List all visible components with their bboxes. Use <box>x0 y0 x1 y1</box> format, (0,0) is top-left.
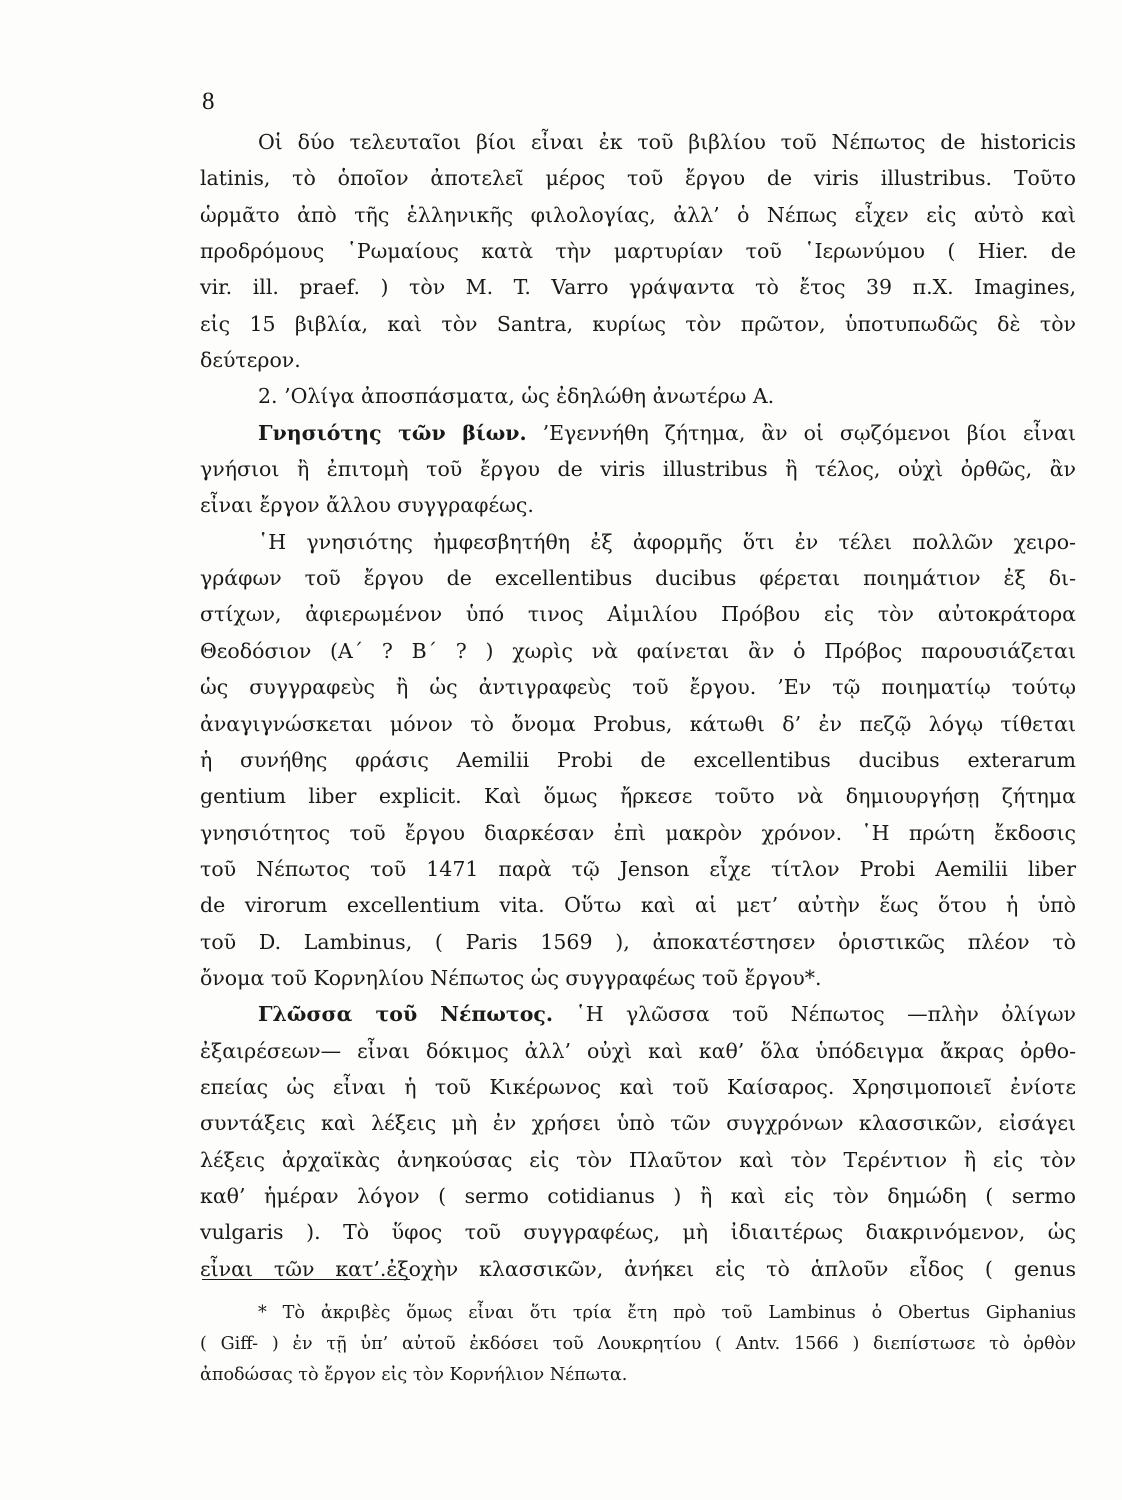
text-line: de virorum excellentium vita. Οὕτω καὶ αἱ μετ’ αὐτὴν ἕως ὅτου ἡ ὑπὸ <box>200 893 1076 918</box>
text-line: επείας ὡς εἶναι ἡ τοῦ Κικέρωνος καὶ τοῦ Καίσαρος. Χρησιμοποιεῖ ἐνίοτε <box>200 1074 1076 1099</box>
text-line: λέξεις ἀρχαϊκὰς ἀνηκούσας εἰς τὸν Πλαῦτον καὶ τὸν Τερέντιον ἢ εἰς τὸν <box>200 1147 1076 1172</box>
text-line: ἡ συνήθης φράσις Aemilii Probi de excellentibus ducibus exterarum <box>200 747 1076 772</box>
text-line: εἶναι τῶν κατ’.ἐξοχὴν κλασσικῶν, ἀνήκει εἰς τὸ ἁπλοῦν εἶδος ( genus <box>200 1256 1076 1281</box>
text-line: 2. ’Ολίγα ἀποσπάσματα, ὡς ἐδηλώθη ἀνωτέρω Α. <box>258 384 775 409</box>
text-run: ῾Η γλῶσσα τοῦ Νέπωτος —πλὴν ὀλίγων <box>553 1002 1076 1027</box>
text-line: τοῦ Νέπωτος τοῦ 1471 παρὰ τῷ Jenson εἶχε τίτλον Probi Aemilii liber <box>200 856 1076 881</box>
text-line: τοῦ D. Lambinus, ( Paris 1569 ), ἀποκατέστησεν ὁριστικῶς πλέον τὸ <box>200 929 1076 954</box>
text-line: προδρόμους ῾Ρωμαίους κατὰ τὴν μαρτυρίαν τοῦ ῾Ιερωνύμου ( Hier. de <box>200 239 1076 264</box>
text-line: vulgaris ). Τὸ ὕφος τοῦ συγγραφέως, μὴ ἰδιαιτέρως διακρινόμενον, ὡς <box>200 1220 1076 1245</box>
text-line: Οἱ δύο τελευταῖοι βίοι εἶναι ἐκ τοῦ βιβλίου τοῦ Νέπωτος de historicis <box>258 130 1076 154</box>
text-line: Θεοδόσιον (Α´ ? Β´ ? ) χωρὶς νὰ φαίνεται ἂν ὁ Πρόβος παρουσιάζεται <box>200 638 1076 663</box>
section-language-first-line <box>200 996 1076 1032</box>
text-line: ῾Η γνησιότης ἠμφεσβητήθη ἐξ ἀφορμῆς ὅτι ἐν τέλει πολλῶν χειρο- <box>258 529 1076 554</box>
text-run: ’Εγεννήθη ζήτημα, ἂν οἱ σῳζόμενοι βίοι εἶναι <box>526 420 1076 445</box>
text-line: στίχων, ἀφιερωμένον ὑπό τινος Αἰμιλίου Πρόβου εἰς τὸν αὐτοκράτορα <box>200 602 1076 627</box>
text-line: ὡρμᾶτο ἀπὸ τῆς ἑλληνικῆς φιλολογίας, ἀλλ’ ὁ Νέπως εἶχεν εἰς αὐτὸ καὶ <box>200 202 1076 227</box>
text-line: gentium liber explicit. Καὶ ὅμως ἤρκεσε τοῦτο νὰ δημιουργήσῃ ζήτημα <box>200 784 1076 809</box>
text-line: εἰς 15 βιβλία, καὶ τὸν Santra, κυρίως τὸν πρῶτον, ὑποτυπωδῶς δὲ τὸν <box>200 311 1076 336</box>
text-line: γράφων τοῦ ἔργου de excellentibus ducibus φέρεται ποιημάτιον ἐξ δι- <box>200 566 1076 591</box>
footnote-line: * Τὸ ἀκριβὲς ὅμως εἶναι ὅτι τρία ἔτη πρὸ τοῦ Lambinus ὁ Obertus Giphanius <box>258 1303 1076 1323</box>
text-line: καθ’ ἡμέραν λόγον ( sermo cotidianus ) ἢ καὶ εἰς τὸν δημώδη ( sermo <box>200 1183 1076 1208</box>
text-line: ὡς συγγραφεὺς ἢ ὡς ἀντιγραφεὺς τοῦ ἔργου. ’Εν τῷ ποιηματίῳ τούτῳ <box>200 675 1076 700</box>
text-line: ὄνομα τοῦ Κορνηλίου Νέπωτος ὡς συγγραφέως τοῦ ἔργου*. <box>200 965 822 990</box>
text-line: συντάξεις καὶ λέξεις μὴ ἐν χρήσει ὑπὸ τῶν συγχρόνων κλασσικῶν, εἰσάγει <box>200 1111 1076 1136</box>
section-heading-genuineness: Γνησιότης τῶν βίων. <box>258 420 527 445</box>
section-heading-language: Γλῶσσα τοῦ Νέπωτος. <box>258 1002 554 1027</box>
footnote-line: ( Giff- ) ἐν τῇ ὑπ’ αὐτοῦ ἐκδόσει τοῦ Λουκρητίου ( Antv. 1566 ) διεπίστωσε τὸ ὀρθὸν <box>200 1334 1076 1354</box>
footnote-line: ἀποδώσας τὸ ἔργον εἰς τὸν Κορνήλιον Νέπωτα. <box>200 1365 628 1385</box>
page-number: 8 <box>202 88 215 115</box>
body-text <box>200 124 1076 1287</box>
text-line: δεύτερον. <box>200 348 301 373</box>
text-line: latinis, τὸ ὁποῖον ἀποτελεῖ μέρος τοῦ ἔργου de viris illustribus. Τοῦτο <box>200 166 1076 191</box>
text-line: ἐξαιρέσεων— εἶναι δόκιμος ἀλλ’ οὐχὶ καὶ καθ’ ὅλα ὑπόδειγμα ἄκρας ὀρθο- <box>200 1038 1076 1063</box>
text-line: vir. ill. praef. ) τὸν M. T. Varro γράψαντα τὸ ἔτος 39 π.Χ. Imagines, <box>200 275 1076 300</box>
text-line: εἶναι ἔργον ἄλλου συγγραφέως. <box>200 493 534 518</box>
footnote-divider <box>202 1279 410 1280</box>
section-genuineness-first-line <box>200 415 1076 451</box>
text-line: γνήσιοι ἢ ἐπιτομὴ τοῦ ἔργου de viris illustribus ἢ τέλος, οὐχὶ ὀρθῶς, ἂν <box>200 457 1076 482</box>
text-line: γνησιότητος τοῦ ἔργου διαρκέσαν ἐπὶ μακρὸν χρόνον. ῾Η πρώτη ἔκδοσις <box>200 820 1076 845</box>
text-line: ἀναγιγνώσκεται μόνον τὸ ὄνομα Probus, κάτωθι δ’ ἐν πεζῷ λόγῳ τίθεται <box>200 711 1076 736</box>
footnote <box>200 1298 1076 1391</box>
